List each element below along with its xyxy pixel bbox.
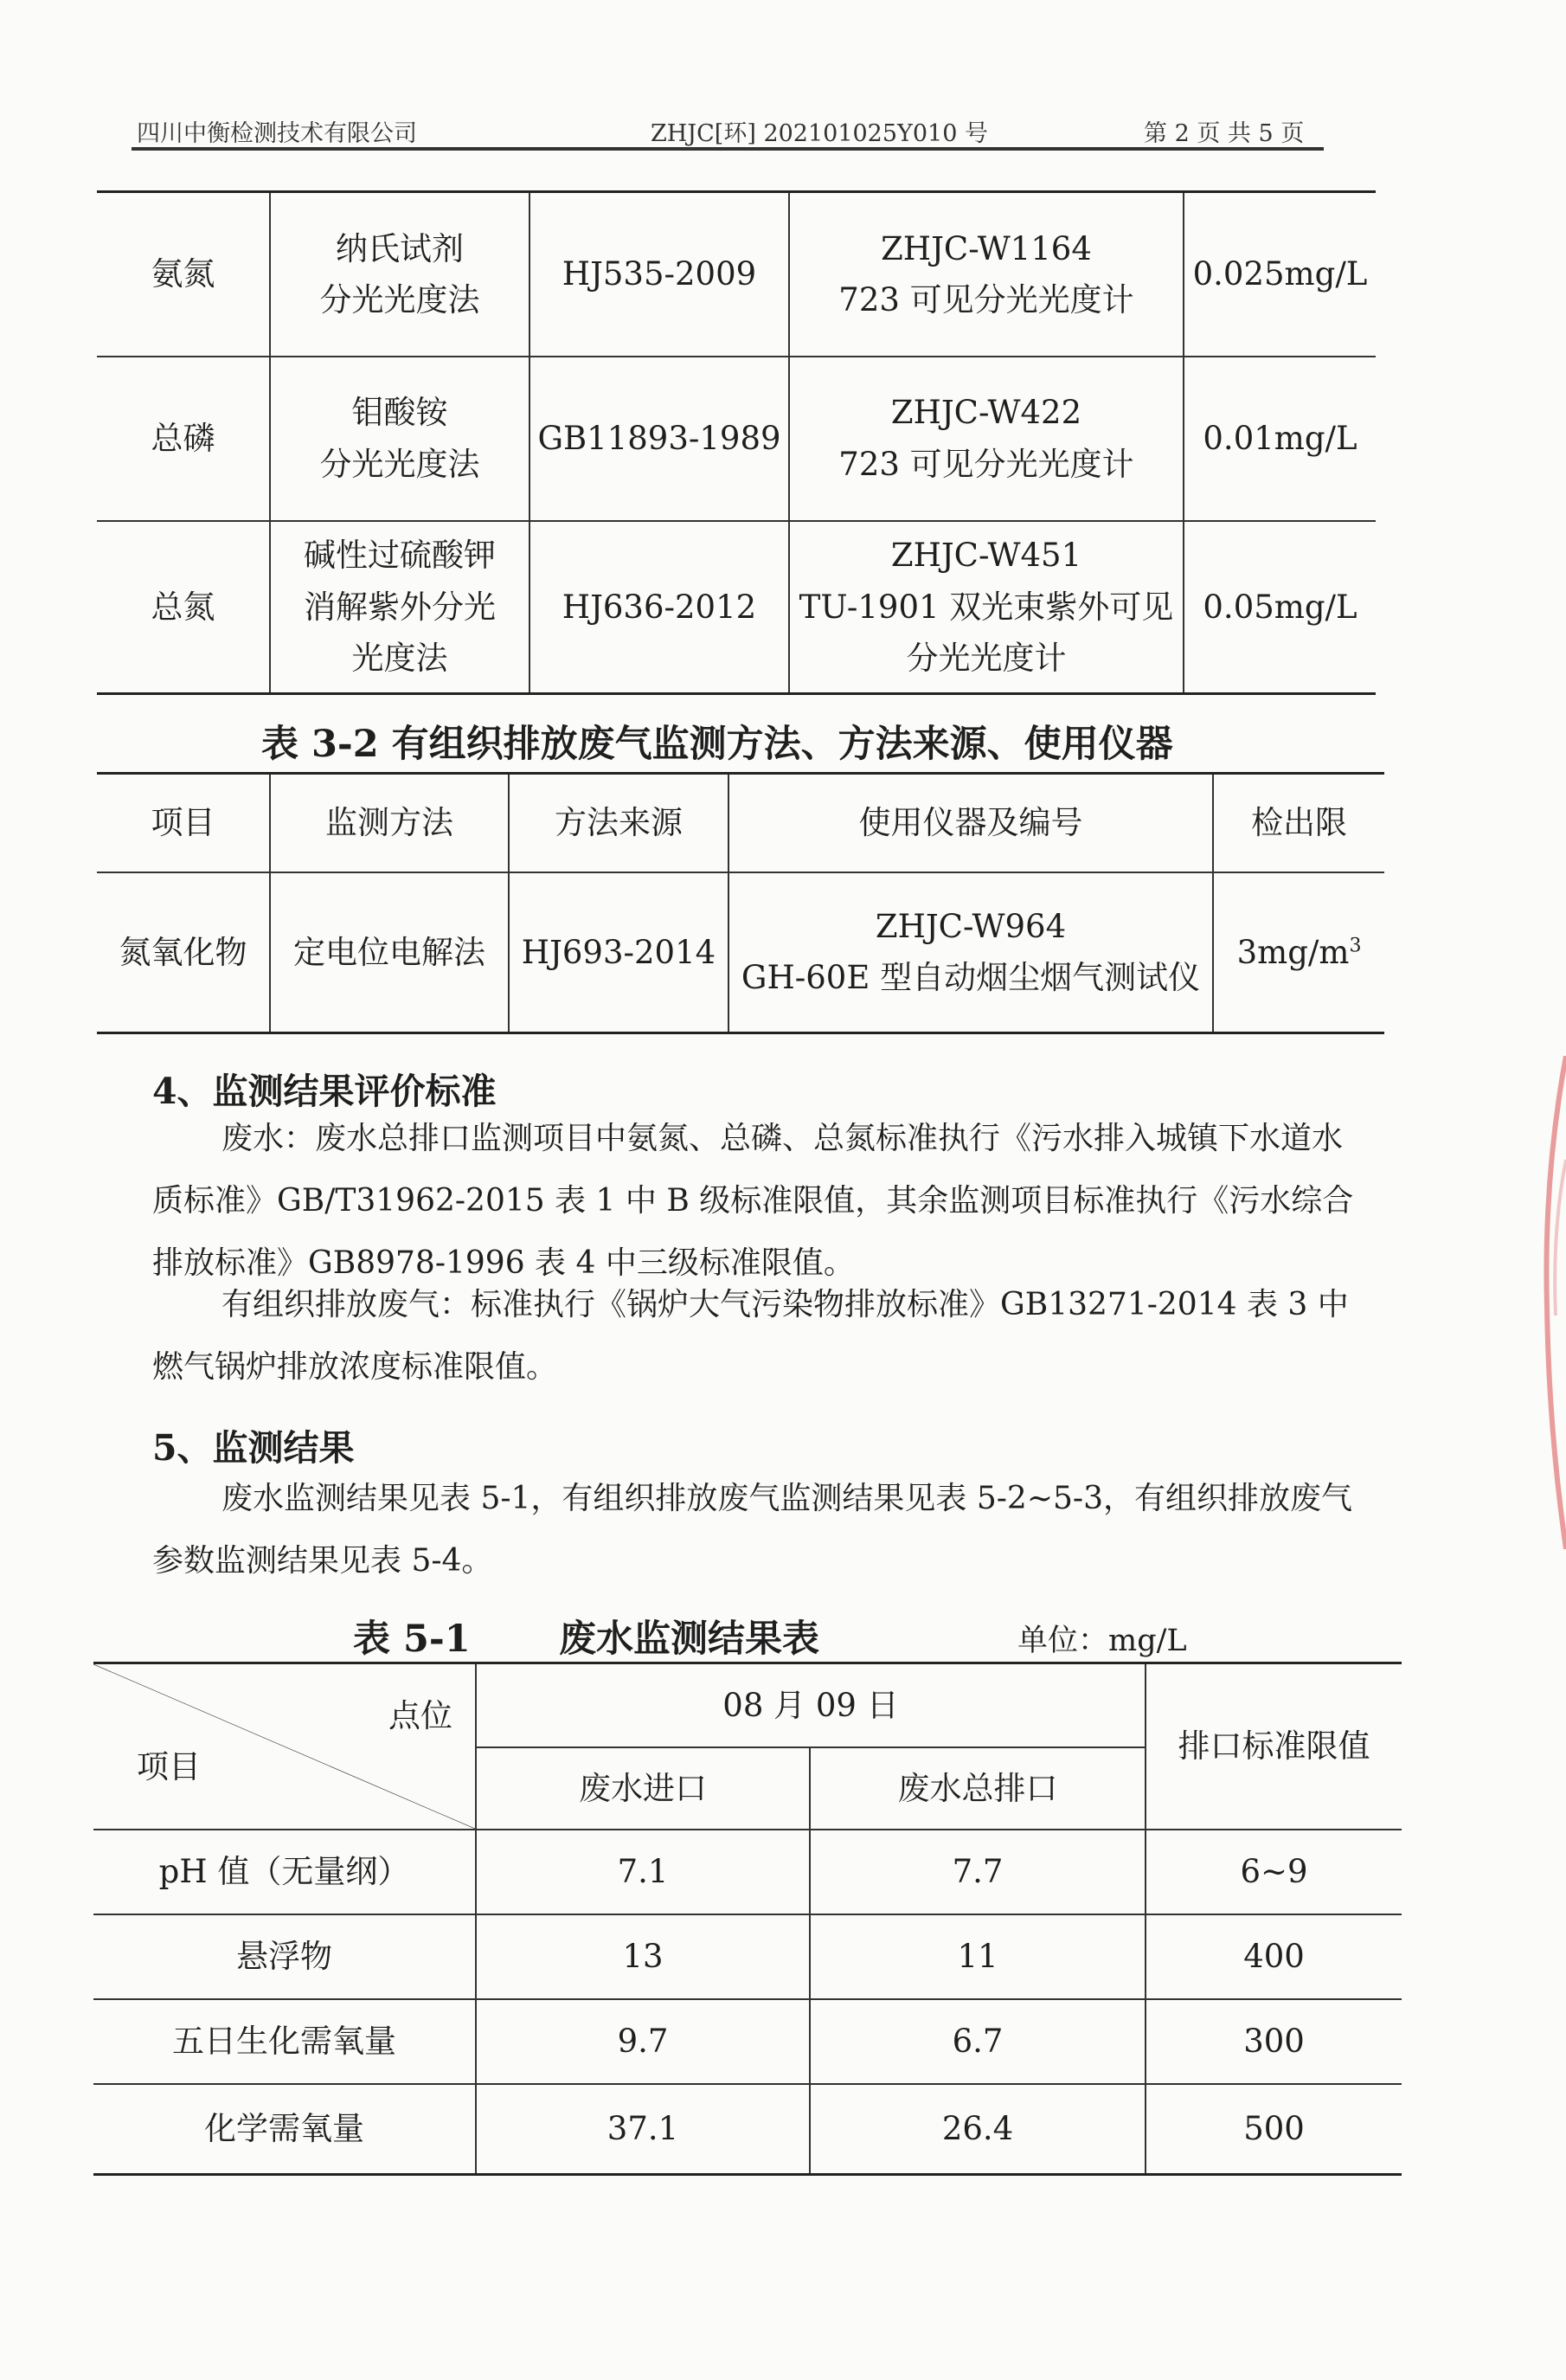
cell-limit: 500 xyxy=(1146,2084,1402,2174)
cell-limit: $3mg/m^3$ xyxy=(1213,872,1384,1033)
cell-item: 氮氧化物 xyxy=(97,872,270,1033)
table-5-1-unit: 单位：mg/L xyxy=(1017,1624,1187,1658)
cell-inlet: 13 xyxy=(476,1914,810,1999)
cell-limit: 400 xyxy=(1146,1914,1402,1999)
table-header-row xyxy=(93,1663,1402,1747)
corner-label-item: 项目 xyxy=(137,1747,201,1785)
cell-limit: 300 xyxy=(1146,1999,1402,2084)
section-5-title: 5、监测结果 xyxy=(152,1427,355,1469)
section-4-paragraph-1: 废水：废水总排口监测项目中氨氮、总磷、总氮标准执行《污水排入城镇下水道水质标准》GB/T31962-2015 表 1 中 B 级标准限值，其余监测项目标准执行《污水综合排放标准》GB8978-1996 表 4 中三级标准限值。 xyxy=(152,1121,1354,1281)
cell-source: HJ535-2009 xyxy=(529,192,789,357)
cell-method: 碱性过硫酸钾 消解紫外分光 光度法 xyxy=(270,521,529,694)
cell-item: 氨氮 xyxy=(97,192,270,357)
cell-outlet: 7.7 xyxy=(810,1830,1146,1914)
table-row xyxy=(93,1914,1402,1999)
inlet-header: 废水进口 xyxy=(476,1747,810,1830)
table-5-1 xyxy=(93,1662,1402,2176)
cell-limit: 0.05mg/L xyxy=(1184,521,1376,694)
table-row xyxy=(93,2084,1402,2174)
section-4-paragraph-2: 有组织排放废气：标准执行《锅炉大气污染物排放标准》GB13271-2014 表 3 中燃气锅炉排放浓度标准限值。 xyxy=(152,1287,1349,1385)
table-3-1-continued xyxy=(97,190,1376,695)
page-header xyxy=(132,109,1324,151)
cell-limit: 6~9 xyxy=(1146,1830,1402,1914)
cell-instrument: ZHJC-W422 723 可见分光光度计 xyxy=(789,357,1184,521)
cell-outlet: 26.4 xyxy=(810,2084,1146,2174)
cell-source: GB11893-1989 xyxy=(529,357,789,521)
cell-inlet: 37.1 xyxy=(476,2084,810,2174)
cell-item: 总磷 xyxy=(97,357,270,521)
table-3-2-caption: 表 3-2 有组织排放废气监测方法、方法来源、使用仪器 xyxy=(261,723,1173,766)
corner-label-location: 点位 xyxy=(388,1697,452,1734)
cell-item: pH 值（无量纲） xyxy=(93,1830,476,1914)
table-row xyxy=(93,1999,1402,2084)
cell-source: HJ693-2014 xyxy=(509,872,728,1033)
cell-instrument: ZHJC-W1164 723 可见分光光度计 xyxy=(789,192,1184,357)
section-4-title: 4、监测结果评价标准 xyxy=(152,1071,497,1112)
table-row xyxy=(97,357,1376,521)
col-header: 检出限 xyxy=(1213,774,1384,872)
table-row xyxy=(93,1830,1402,1914)
cell-outlet: 11 xyxy=(810,1914,1146,1999)
outlet-header: 废水总排口 xyxy=(810,1747,1146,1830)
table-3-2 xyxy=(97,772,1384,1034)
table-5-1-number: 表 5-1 xyxy=(353,1618,471,1661)
stamp-partial xyxy=(1540,1056,1566,1549)
table-row xyxy=(97,521,1376,694)
col-header: 监测方法 xyxy=(270,774,509,872)
cell-item: 悬浮物 xyxy=(93,1914,476,1999)
cell-method: 纳氏试剂 分光光度法 xyxy=(270,192,529,357)
cell-item: 总氮 xyxy=(97,521,270,694)
cell-limit: 0.025mg/L xyxy=(1184,192,1376,357)
col-header: 项目 xyxy=(97,774,270,872)
table-row xyxy=(97,872,1384,1033)
report-number: ZHJC[环] 202101025Y010 号 xyxy=(651,120,988,147)
company-name: 四川中衡检测技术有限公司 xyxy=(137,120,417,147)
cell-inlet: 9.7 xyxy=(476,1999,810,2084)
page-indicator: 第 2 页 共 5 页 xyxy=(1144,120,1305,147)
cell-source: HJ636-2012 xyxy=(529,521,789,694)
diagonal-corner-cell xyxy=(93,1663,476,1830)
col-header: 使用仪器及编号 xyxy=(728,774,1213,872)
cell-item: 五日生化需氧量 xyxy=(93,1999,476,2084)
cell-instrument: ZHJC-W451 TU-1901 双光束紫外可见 分光光度计 xyxy=(789,521,1184,694)
section-5-paragraph: 废水监测结果见表 5-1，有组织排放废气监测结果见表 5-2~5-3，有组织排放废气参数监测结果见表 5-4。 xyxy=(152,1481,1352,1579)
table-5-1-title: 废水监测结果表 xyxy=(559,1618,819,1661)
cell-inlet: 7.1 xyxy=(476,1830,810,1914)
cell-outlet: 6.7 xyxy=(810,1999,1146,2084)
date-header: 08 月 09 日 xyxy=(476,1663,1146,1747)
limit-header: 排口标准限值 xyxy=(1146,1663,1402,1830)
cell-method: 钼酸铵 分光光度法 xyxy=(270,357,529,521)
cell-method: 定电位电解法 xyxy=(270,872,509,1033)
cell-instrument: ZHJC-W964 GH-60E 型自动烟尘烟气测试仪 xyxy=(728,872,1213,1033)
table-row xyxy=(97,192,1376,357)
cell-limit: 0.01mg/L xyxy=(1184,357,1376,521)
header-divider xyxy=(132,147,1324,151)
table-header-row xyxy=(97,774,1384,872)
col-header: 方法来源 xyxy=(509,774,728,872)
cell-item: 化学需氧量 xyxy=(93,2084,476,2174)
